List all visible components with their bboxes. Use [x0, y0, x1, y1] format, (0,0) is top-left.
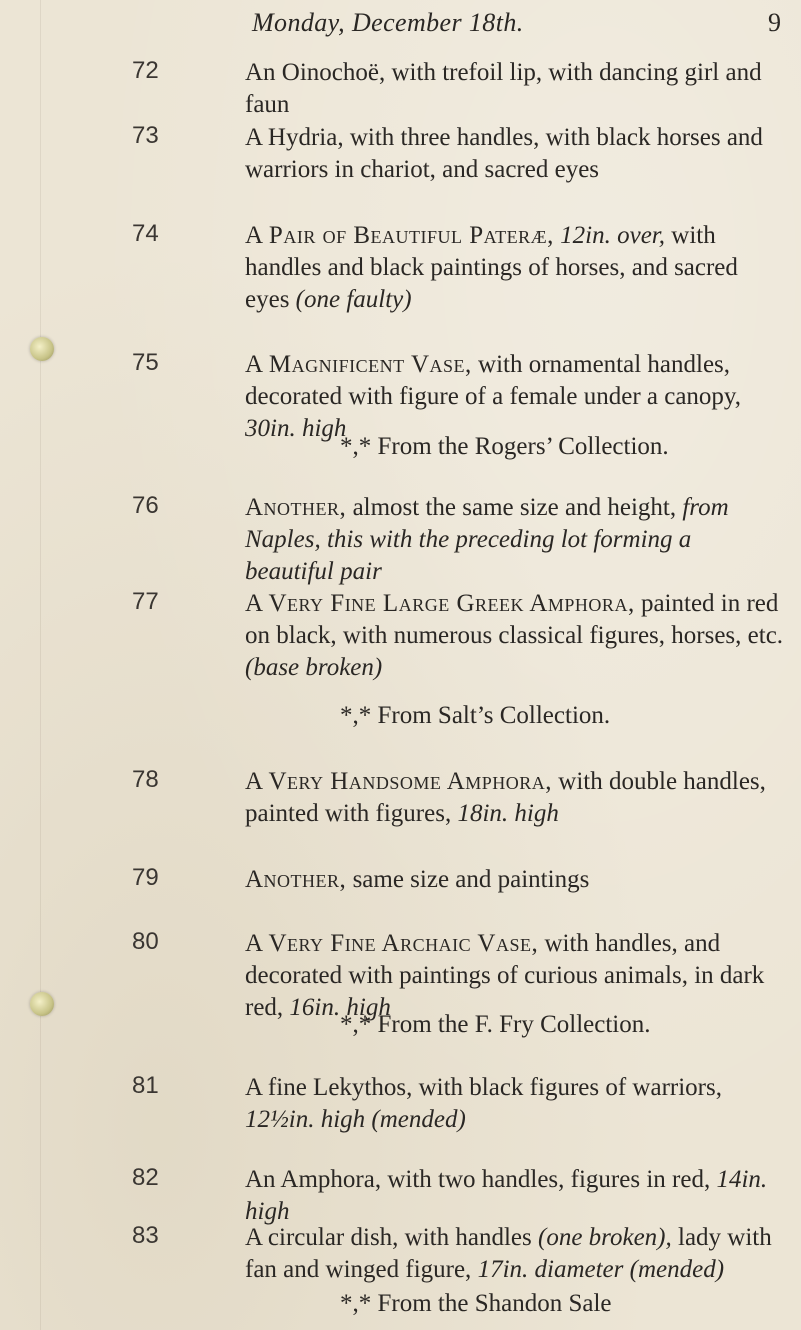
lot-number: 72 [132, 57, 159, 84]
lot-condition: (one faulty) [289, 286, 412, 313]
lot-number: 75 [132, 349, 159, 376]
lot-size: 17in. diameter (mended) [471, 1256, 725, 1283]
lot-lead: A Very Handsome Amphora, [245, 768, 553, 795]
lot-text: painted in red on black, with numerous classical figures, horses, etc. [245, 590, 784, 649]
lot-description [245, 492, 785, 588]
page-header [0, 6, 801, 46]
lot-text-continued: lady with fan and winged figure, [245, 1224, 772, 1283]
lot-number: 77 [132, 588, 159, 615]
binder-hole-upper [30, 337, 54, 361]
provenance-note-shandon: *,* From the Shandon Sale [340, 1290, 612, 1317]
lot-description [245, 1072, 785, 1136]
lot-text: A Hydria, with three handles, with black horses and warriors in chariot, and sacred eyes [245, 124, 763, 183]
lot-text: with handles, and decorated with paintings of curious animals, in dark red, [245, 930, 765, 1021]
lot-description [245, 1164, 785, 1228]
binding-shadow [40, 0, 41, 1330]
lot-number: 78 [132, 766, 159, 793]
lot-text: with ornamental handles, decorated with figure of a female under a canopy, [245, 351, 742, 410]
provenance-note-salt: *,* From Salt’s Collection. [340, 702, 611, 729]
page-title: Monday, December 18th. [252, 8, 524, 37]
lot-size: 12½in. high (mended) [245, 1106, 466, 1133]
lot-size: 16in. high [283, 994, 391, 1021]
lot-description [245, 766, 785, 830]
lot-condition: (one broken), [531, 1224, 672, 1251]
lot-note: from Naples, this with the preceding lot forming a beautiful pair [245, 494, 729, 585]
lot-text: An Amphora, with two handles, figures in red, [245, 1166, 711, 1193]
lot-lead: A Very Fine Large Greek Amphora, [245, 590, 635, 617]
lot-description [245, 122, 785, 186]
lot-text: An Oinochoë, with trefoil lip, with dancing girl and faun [245, 59, 762, 118]
provenance-note-fry: *,* From the F. Fry Collection. [340, 1011, 651, 1038]
lot-condition: (base broken) [245, 654, 383, 681]
lot-text: with double handles, painted with figures, [245, 768, 766, 827]
binder-hole-lower [30, 992, 54, 1016]
lot-lead: Another, [245, 866, 347, 893]
lot-text: same size and paintings [346, 866, 590, 893]
lot-text: with handles and black paintings of horses, and sacred eyes [245, 222, 738, 313]
lot-number: 79 [132, 864, 159, 891]
lot-lead: Another, [245, 494, 347, 521]
lot-size: 18in. high [451, 800, 559, 827]
lot-description [245, 588, 785, 684]
lot-lead: A Pair of Beautiful Pateræ, [245, 222, 554, 249]
lot-description [245, 864, 785, 896]
lot-number: 80 [132, 928, 159, 955]
provenance-note-rogers: *,* From the Rogers’ Collection. [340, 433, 669, 460]
lot-number: 82 [132, 1164, 159, 1191]
lot-number: 73 [132, 122, 159, 149]
lot-text: A circular dish, with handles [245, 1224, 532, 1251]
lot-size: 12in. over, [553, 222, 666, 249]
lot-number: 81 [132, 1072, 159, 1099]
lot-lead: A Magnificent Vase, [245, 351, 472, 378]
lot-text: almost the same size and height, [346, 494, 677, 521]
lot-number: 83 [132, 1222, 159, 1249]
lot-size: 30in. high [245, 415, 347, 442]
page-number: 9 [768, 8, 781, 37]
lot-size: 14in. high [245, 1166, 768, 1225]
lot-description [245, 220, 785, 316]
lot-number: 74 [132, 220, 159, 247]
lot-text: A fine Lekythos, with black figures of warriors, [245, 1074, 722, 1101]
lot-lead: A Very Fine Archaic Vase, [245, 930, 539, 957]
lot-number: 76 [132, 492, 159, 519]
lot-description [245, 57, 785, 121]
lot-description [245, 1222, 785, 1286]
